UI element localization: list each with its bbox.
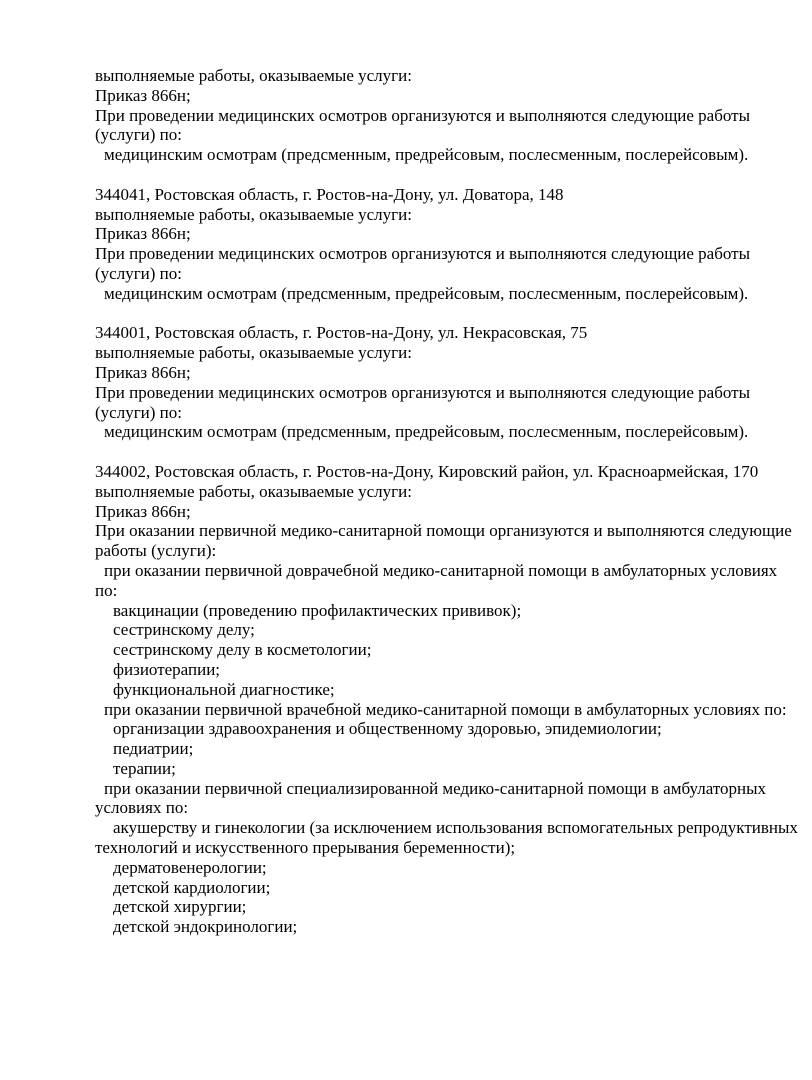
text-line: вакцинации (проведению профилактических прививок);: [113, 600, 522, 620]
text-line: [95, 442, 802, 462]
text-line: педиатрии;: [113, 739, 194, 759]
text-line: детской кардиологии;: [113, 877, 271, 897]
text-line: детской хирургии;: [113, 897, 247, 917]
text-line: При проведении медицинских осмотров организуются и выполняются следующие работы: [95, 105, 750, 125]
text-line: При проведении медицинских осмотров организуются и выполняются следующие работы: [95, 244, 750, 264]
text-line: дерматовенерологии;: [113, 857, 267, 877]
text-line: 344002, Ростовская область, г. Ростов-на-Дону, Кировский район, ул. Красноармейская, 170: [95, 461, 759, 481]
text-line: 344001, Ростовская область, г. Ростов-на-Дону, ул. Некрасовская, 75: [95, 323, 588, 343]
text-line: при оказании первичной доврачебной медико-санитарной помощи в амбулаторных условиях: [104, 560, 778, 580]
license-services-text: [95, 66, 802, 937]
text-line: функциональной диагностике;: [113, 679, 335, 699]
text-line: детской эндокринологии;: [113, 917, 298, 937]
text-line: по:: [95, 580, 118, 600]
text-line: выполняемые работы, оказываемые услуги:: [95, 204, 412, 224]
text-line: физиотерапии;: [113, 659, 221, 679]
text-line: при оказании первичной врачебной медико-санитарной помощи в амбулаторных условиях по:: [104, 699, 787, 719]
text-line: При проведении медицинских осмотров организуются и выполняются следующие работы: [95, 382, 750, 402]
text-line: Приказ 866н;: [95, 501, 191, 521]
text-line: терапии;: [113, 758, 176, 778]
text-line: работы (услуги):: [95, 541, 217, 561]
text-line: сестринскому делу;: [113, 620, 255, 640]
text-line: медицинским осмотрам (предсменным, предрейсовым, послесменным, послерейсовым).: [104, 145, 749, 165]
text-line: условиях по:: [95, 798, 189, 818]
text-line: медицинским осмотрам (предсменным, предрейсовым, послесменным, послерейсовым).: [104, 422, 749, 442]
text-line: (услуги) по:: [95, 263, 182, 283]
text-line: выполняемые работы, оказываемые услуги:: [95, 343, 412, 363]
text-line: медицинским осмотрам (предсменным, предрейсовым, послесменным, послерейсовым).: [104, 283, 749, 303]
text-line: выполняемые работы, оказываемые услуги:: [95, 66, 412, 85]
text-line: 344041, Ростовская область, г. Ростов-на-Дону, ул. Доватора, 148: [95, 184, 564, 204]
text-line: выполняемые работы, оказываемые услуги:: [95, 481, 412, 501]
text-line: при оказании первичной специализированной медико-санитарной помощи в амбулаторных: [104, 778, 767, 798]
text-line: (услуги) по:: [95, 125, 182, 145]
text-line: При оказании первичной медико-санитарной помощи организуются и выполняются следующие: [95, 521, 792, 541]
text-line: [95, 304, 802, 324]
text-line: [95, 165, 802, 185]
text-line: акушерству и гинекологии (за исключением использования вспомогательных репродуктивных: [113, 818, 798, 838]
text-line: технологий и искусственного прерывания беременности);: [95, 838, 516, 858]
text-line: сестринскому делу в косметологии;: [113, 640, 372, 660]
text-line: Приказ 866н;: [95, 224, 191, 244]
text-line: Приказ 866н;: [95, 85, 191, 105]
text-line: (услуги) по:: [95, 402, 182, 422]
text-line: организации здравоохранения и общественному здоровью, эпидемиологии;: [113, 719, 662, 739]
text-line: Приказ 866н;: [95, 362, 191, 382]
